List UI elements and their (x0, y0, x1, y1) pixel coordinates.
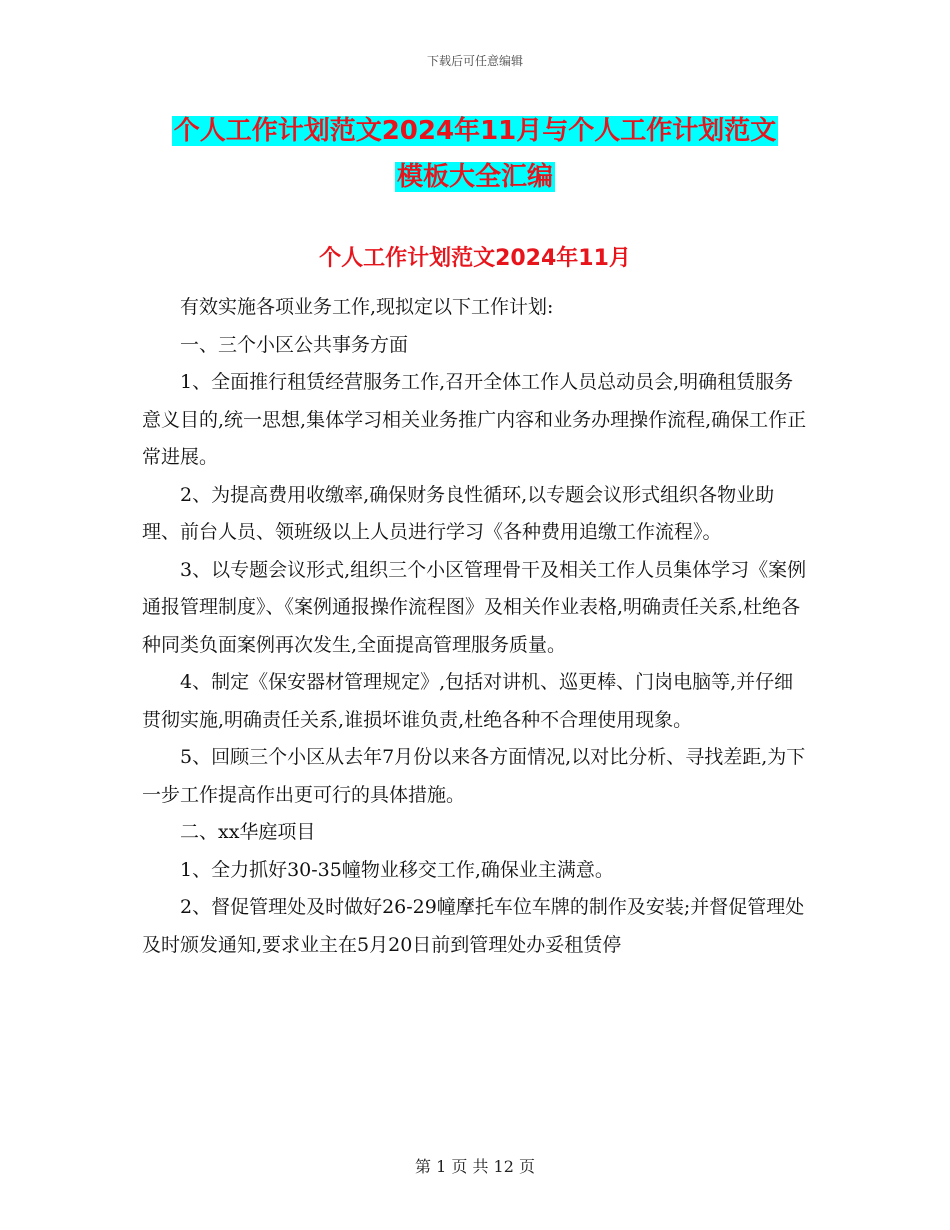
paragraph: 2、为提高费用收缴率,确保财务良性循环,以专题会议形式组织各物业助理、前台人员、领班级以上人员进行学习《各种费用追缴工作流程》。 (142, 483, 775, 543)
paragraph: 一、三个小区公共事务方面 (180, 333, 409, 356)
document-body (142, 289, 812, 964)
title-line-1: 个人工作计划范文2024年11月与个人工作计划范文 (173, 116, 777, 146)
paragraph: 二、xx华庭项目 (180, 821, 316, 843)
paragraph: 有效实施各项业务工作,现拟定以下工作计划: (180, 296, 554, 318)
title-line-2: 模板大全汇编 (396, 162, 553, 192)
section-heading: 个人工作计划范文2024年11月 (319, 246, 631, 271)
paragraph: 2、督促管理处及时做好26-29幢摩托车位车牌的制作及安装;并督促管理处及时颁发通知,要求业主在5月20日前到管理处办妥租赁停 (142, 896, 805, 956)
paragraph: 1、全力抓好30-35幢物业移交工作,确保业主满意。 (180, 858, 614, 881)
document-title (0, 108, 950, 200)
paragraph: 3、以专题会议形式,组织三个小区管理骨干及相关工作人员集体学习《案例通报管理制度》、《案例通报操作流程图》及相关作业表格,明确责任关系,杜绝各种同类负面案例再次发生,全面提高管理服务质量。 (142, 558, 807, 656)
paragraph: 1、全面推行租赁经营服务工作,召开全体工作人员总动员会,明确租赁服务意义目的,统一思想,集体学习相关业务推广内容和业务办理操作流程,确保工作正常进展。 (142, 371, 807, 468)
page-number: 第 1 页 共 12 页 (415, 1157, 535, 1176)
paragraph: 5、回顾三个小区从去年7月份以来各方面情况,以对比分析、寻找差距,为下一步工作提高作出更可行的具体措施。 (142, 746, 806, 806)
page-header: 下载后可任意编辑 (426, 54, 523, 68)
paragraph: 4、制定《保安器材管理规定》,包括对讲机、巡更棒、门岗电脑等,并仔细贯彻实施,明确责任关系,谁损坏谁负责,杜绝各种不合理使用现象。 (142, 671, 794, 731)
